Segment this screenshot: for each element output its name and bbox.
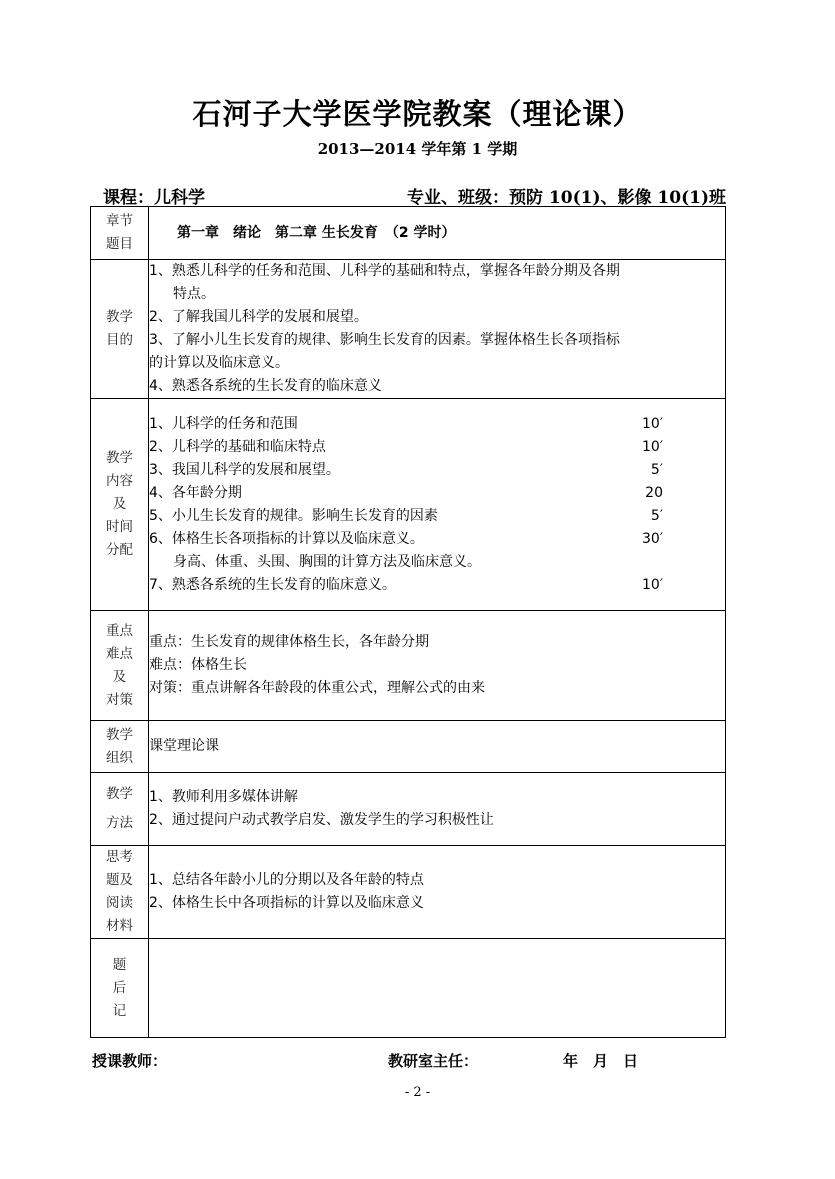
postscript-content: [149, 939, 726, 1038]
content-item: 身高、体重、头围、胸围的计算方法及临床意义。: [149, 551, 725, 574]
row-postscript: [91, 939, 726, 1038]
time-allocation: 20: [645, 484, 663, 501]
signature-date: 年 月 日: [563, 1052, 639, 1070]
chapter-title: 第一章 绪论 第二章 生长发育 （2 学时）: [149, 207, 726, 260]
reading-content: [149, 846, 726, 939]
content-item: 5、小儿生长发育的规律。影响生长发育的因素 5′: [149, 505, 725, 528]
row-keypoints: [91, 611, 726, 721]
term-line: 2013—2014 学年第 1 学期: [317, 140, 518, 158]
content-item: 2、儿科学的基础和临床特点 10′: [149, 436, 725, 459]
label-postscript: 题 后 记: [91, 939, 149, 1038]
row-chapter: [91, 207, 726, 260]
method-line: 1、教师利用多媒体讲解: [149, 789, 298, 805]
label-reading: 思考 题及 阅读 材料: [91, 846, 149, 939]
keypoint-line: 对策：重点讲解各年龄段的体重公式，理解公式的由来: [149, 680, 485, 696]
objective-line: 1、熟悉儿科学的任务和范围、儿科学的基础和特点，掌握各年龄分期及各期: [149, 263, 620, 279]
row-reading: [91, 846, 726, 939]
director-signature: 教研室主任：: [388, 1052, 479, 1070]
content-item: 4、各年龄分期 20: [149, 482, 725, 505]
label-organization: 教学 组织: [91, 721, 149, 773]
objective-line: 的计算以及临床意义。: [149, 355, 289, 371]
methods-content: [149, 773, 726, 846]
document-title: 石河子大学医学院教案（理论课）: [192, 97, 643, 131]
objective-line: 3、了解小儿生长发育的规律、影响生长发育的因素。掌握体格生长各项指标: [149, 332, 620, 348]
label-keypoints: 重点 难点 及 对策: [91, 611, 149, 721]
label-chapter: 章节 题目: [91, 207, 149, 260]
content-item: 3、我国儿科学的发展和展望。 5′: [149, 459, 725, 482]
objective-line: 4、熟悉各系统的生长发育的临床意义: [149, 378, 382, 394]
row-objectives: [91, 260, 726, 399]
method-line: 2、通过提问户动式教学启发、激发学生的学习积极性让: [149, 812, 494, 828]
time-allocation: 10′: [642, 438, 663, 455]
reading-line: 1、总结各年龄小儿的分期以及各年龄的特点: [149, 872, 424, 888]
time-allocation: 5′: [650, 461, 663, 478]
organization-content: 课堂理论课: [149, 721, 726, 773]
reading-line: 2、体格生长中各项指标的计算以及临床意义: [149, 895, 424, 911]
keypoint-line: 难点：体格生长: [149, 657, 247, 673]
lesson-plan-table: [90, 206, 726, 1038]
time-allocation: [637, 551, 663, 574]
label-methods: 教学 方法: [91, 773, 149, 846]
keypoint-line: 重点：生长发育的规律体格生长，各年龄分期: [149, 634, 429, 650]
major-class: 专业、班级：预防 10(1)、影像 10(1)班: [407, 188, 726, 208]
objectives-content: [149, 260, 726, 399]
time-allocation: 10′: [642, 415, 663, 432]
label-content: 教学 内容 及 时间 分配: [91, 399, 149, 611]
page-number: - 2 -: [404, 1085, 431, 1100]
time-allocation: 30′: [642, 530, 663, 547]
row-organization: [91, 721, 726, 773]
teacher-signature: 授课教师：: [92, 1052, 168, 1070]
time-allocation: 10′: [642, 576, 663, 593]
row-methods: [91, 773, 726, 846]
keypoints-content: [149, 611, 726, 721]
objective-line: 2、了解我国儿科学的发展和展望。: [149, 309, 368, 325]
label-objectives: 教学 目的: [91, 260, 149, 399]
course-name: 课程：儿科学: [103, 188, 205, 208]
content-item: 6、体格生长各项指标的计算以及临床意义。 30′: [149, 528, 725, 551]
objective-line: 特点。: [173, 286, 215, 302]
row-content: [91, 399, 726, 611]
content-item: 7、熟悉各系统的生长发育的临床意义。 10′: [149, 574, 725, 597]
content-item: 1、儿科学的任务和范围 10′: [149, 413, 725, 436]
time-allocation: 5′: [650, 507, 663, 524]
content-list: [149, 399, 726, 611]
